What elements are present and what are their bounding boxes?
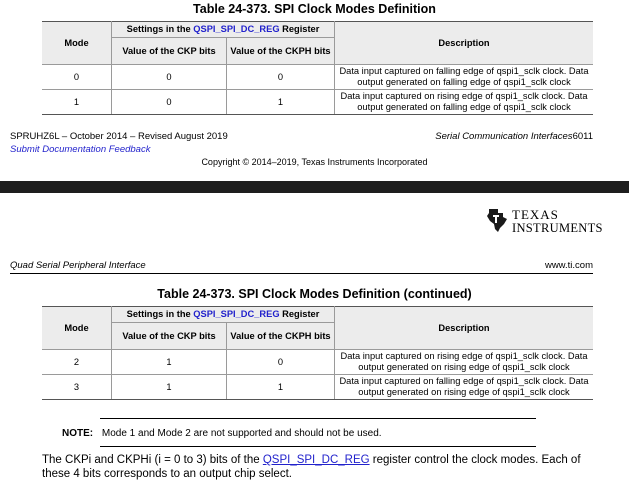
settings-header: Settings in the QSPI_SPI_DC_REG Register [112, 307, 335, 323]
ckp-header: Value of the CKP bits [112, 38, 227, 65]
website-link[interactable]: www.ti.com [544, 260, 593, 271]
register-link[interactable]: QSPI_SPI_DC_REG [193, 309, 280, 319]
table-row [42, 350, 593, 375]
register-link[interactable]: QSPI_SPI_DC_REG [193, 24, 280, 34]
table-row [42, 375, 593, 400]
page-divider [0, 181, 629, 193]
register-link[interactable]: QSPI_SPI_DC_REG [262, 454, 370, 466]
logo-text-texas: TEXAS [512, 207, 559, 222]
table-caption: Table 24-373. SPI Clock Modes Definition (continued) [157, 287, 472, 301]
description-header: Description [335, 22, 594, 65]
logo-text-instruments: INSTRUMENTS [512, 221, 603, 235]
note [62, 428, 382, 439]
ti-state-icon [486, 207, 508, 233]
mode-cell: 2 [42, 350, 112, 375]
table-row [42, 65, 593, 90]
ckp-header: Value of the CKP bits [112, 323, 227, 350]
header-rule [10, 273, 593, 274]
description-cell: Data input captured on falling edge of qspi1_sclk clock. Data output generated on rising edge of qspi1_sclk clock [335, 375, 594, 400]
ckp-cell: 0 [112, 65, 227, 90]
mode-cell: 1 [42, 90, 112, 115]
ti-logo [486, 206, 603, 238]
table-caption: Table 24-373. SPI Clock Modes Definition [193, 2, 436, 16]
description-cell: Data input captured on rising edge of qspi1_sclk clock. Data output generated on rising edge of qspi1_sclk clock [335, 350, 594, 375]
body-paragraph: The CKPi and CKPHi (i = 0 to 3) bits of the QSPI_SPI_DC_REG register control the clock modes. Each of these 4 bits corresponds to an output chip select. [42, 454, 581, 480]
note-text: Mode 1 and Mode 2 are not supported and should not be used. [101, 428, 382, 439]
ckph-cell: 1 [227, 375, 335, 400]
section-footer: Serial Communication Interfaces6011 [435, 131, 593, 142]
ckph-cell: 0 [227, 65, 335, 90]
description-header: Description [335, 307, 594, 350]
feedback-link[interactable]: Submit Documentation Feedback [10, 144, 151, 155]
mode-cell: 0 [42, 65, 112, 90]
clock-modes-table [42, 21, 593, 115]
mode-header: Mode [42, 22, 112, 65]
note-rule-bottom [100, 446, 536, 447]
description-cell: Data input captured on falling edge of qspi1_sclk clock. Data output generated on falling edge of qspi1_sclk clock [335, 65, 594, 90]
ckph-header: Value of the CKPH bits [227, 323, 335, 350]
ckph-cell: 0 [227, 350, 335, 375]
ckp-cell: 0 [112, 90, 227, 115]
note-label: NOTE: [62, 428, 94, 439]
settings-header: Settings in the QSPI_SPI_DC_REG Register [112, 22, 335, 38]
running-header: Quad Serial Peripheral Interface [10, 260, 146, 271]
clock-modes-table-continued [42, 306, 593, 400]
ckph-cell: 1 [227, 90, 335, 115]
mode-cell: 3 [42, 375, 112, 400]
ckp-cell: 1 [112, 350, 227, 375]
document-id: SPRUHZ6L – October 2014 – Revised August 2019 [10, 131, 228, 142]
note-rule-top [100, 418, 536, 419]
ckp-cell: 1 [112, 375, 227, 400]
page-number: 6011 [572, 131, 593, 142]
ckph-header: Value of the CKPH bits [227, 38, 335, 65]
description-cell: Data input captured on rising edge of qspi1_sclk clock. Data output generated on falling edge of qspi1_sclk clock [335, 90, 594, 115]
copyright: Copyright © 2014–2019, Texas Instruments Incorporated [201, 157, 428, 167]
table-row [42, 90, 593, 115]
mode-header: Mode [42, 307, 112, 350]
